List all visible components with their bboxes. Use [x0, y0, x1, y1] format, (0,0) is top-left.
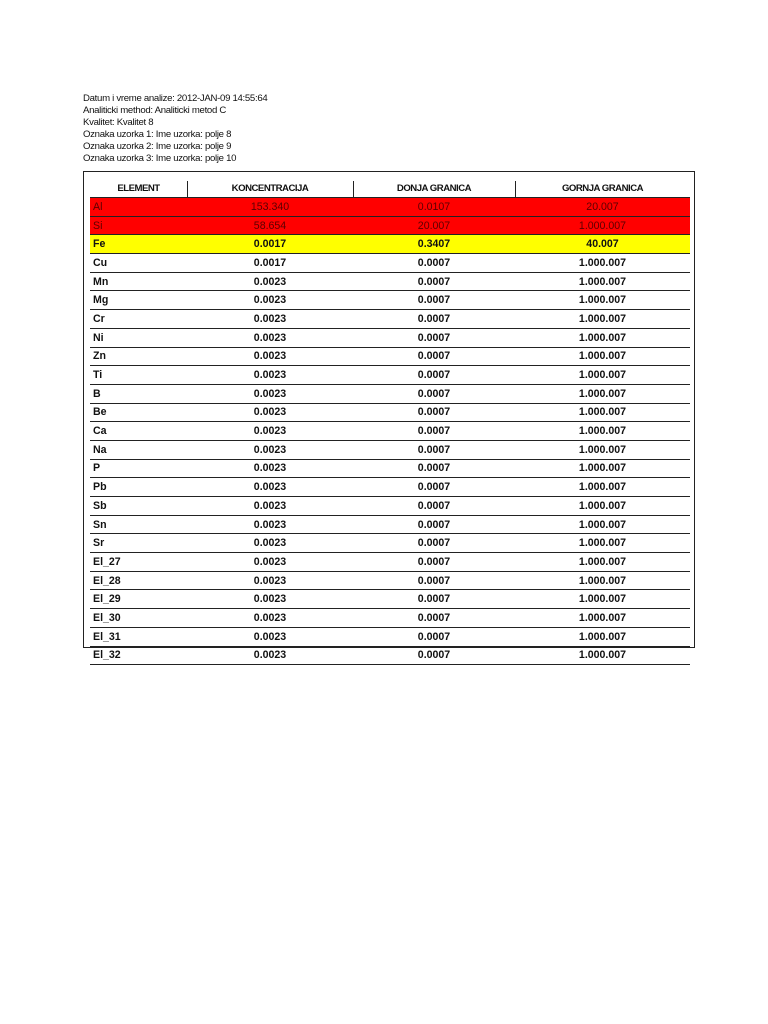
koncentracija-cell: 0.0023	[187, 627, 353, 646]
element-cell: P	[90, 459, 187, 478]
donja-granica-cell: 0.0007	[353, 440, 515, 459]
table-body	[90, 198, 690, 665]
column-header-koncentracija: KONCENTRACIJA	[187, 180, 353, 198]
element-cell: Ca	[90, 422, 187, 441]
donja-granica-cell: 0.0007	[353, 571, 515, 590]
donja-granica-cell: 20.007	[353, 216, 515, 235]
koncentracija-cell: 0.0023	[187, 497, 353, 516]
analytical-method: Analiticki method: Analiticki metod C	[83, 105, 226, 117]
gornja-granica-cell: 1.000.007	[515, 627, 690, 646]
table-row	[90, 590, 690, 609]
element-cell: Be	[90, 403, 187, 422]
element-cell: Zn	[90, 347, 187, 366]
donja-granica-cell: 0.3407	[353, 235, 515, 254]
element-cell: Si	[90, 216, 187, 235]
donja-granica-cell: 0.0007	[353, 366, 515, 385]
koncentracija-cell: 0.0023	[187, 590, 353, 609]
element-cell: Pb	[90, 478, 187, 497]
table-row	[90, 515, 690, 534]
koncentracija-cell: 153.340	[187, 198, 353, 217]
gornja-granica-cell: 1.000.007	[515, 310, 690, 329]
gornja-granica-cell: 1.000.007	[515, 403, 690, 422]
donja-granica-cell: 0.0007	[353, 384, 515, 403]
gornja-granica-cell: 1.000.007	[515, 646, 690, 665]
table-row	[90, 627, 690, 646]
table-row	[90, 609, 690, 628]
gornja-granica-cell: 1.000.007	[515, 328, 690, 347]
table-row	[90, 553, 690, 572]
gornja-granica-cell: 20.007	[515, 198, 690, 217]
table-row	[90, 478, 690, 497]
column-header-element: ELEMENT	[90, 180, 187, 198]
table-row	[90, 198, 690, 217]
koncentracija-cell: 0.0023	[187, 459, 353, 478]
table-row	[90, 384, 690, 403]
element-cell: Al	[90, 198, 187, 217]
koncentracija-cell: 0.0023	[187, 328, 353, 347]
element-cell: El_28	[90, 571, 187, 590]
analysis-datetime: Datum i vreme analize: 2012-JAN-09 14:55:64	[83, 93, 268, 104]
koncentracija-cell: 0.0023	[187, 515, 353, 534]
donja-granica-cell: 0.0007	[353, 272, 515, 291]
element-cell: B	[90, 384, 187, 403]
donja-granica-cell: 0.0007	[353, 459, 515, 478]
table-row	[90, 459, 690, 478]
donja-granica-cell: 0.0007	[353, 422, 515, 441]
donja-granica-cell: 0.0007	[353, 646, 515, 665]
koncentracija-cell: 0.0023	[187, 440, 353, 459]
koncentracija-cell: 0.0023	[187, 553, 353, 572]
donja-granica-cell: 0.0007	[353, 347, 515, 366]
element-cell: El_31	[90, 627, 187, 646]
table-row	[90, 254, 690, 273]
gornja-granica-cell: 1.000.007	[515, 291, 690, 310]
koncentracija-cell: 0.0023	[187, 310, 353, 329]
element-cell: Cu	[90, 254, 187, 273]
quality-grade: Kvalitet: Kvalitet 8	[83, 117, 154, 129]
gornja-granica-cell: 1.000.007	[515, 216, 690, 235]
table-row	[90, 347, 690, 366]
koncentracija-cell: 0.0017	[187, 254, 353, 273]
gornja-granica-cell: 1.000.007	[515, 571, 690, 590]
donja-granica-cell: 0.0007	[353, 553, 515, 572]
element-cell: El_30	[90, 609, 187, 628]
element-cell: Mn	[90, 272, 187, 291]
donja-granica-cell: 0.0007	[353, 515, 515, 534]
element-cell: El_29	[90, 590, 187, 609]
results-table	[90, 180, 690, 665]
table-row	[90, 291, 690, 310]
results-frame	[83, 171, 695, 662]
gornja-granica-cell: 1.000.007	[515, 497, 690, 516]
sample-label-1: Oznaka uzorka 1: Ime uzorka: polje 8	[83, 129, 232, 141]
donja-granica-cell: 0.0007	[353, 291, 515, 310]
table-row	[90, 216, 690, 235]
gornja-granica-cell: 1.000.007	[515, 254, 690, 273]
donja-granica-cell: 0.0007	[353, 310, 515, 329]
gornja-granica-cell: 1.000.007	[515, 384, 690, 403]
table-header-row	[90, 180, 690, 198]
gornja-granica-cell: 1.000.007	[515, 515, 690, 534]
koncentracija-cell: 0.0023	[187, 384, 353, 403]
gornja-granica-cell: 40.007	[515, 235, 690, 254]
table-row	[90, 310, 690, 329]
koncentracija-cell: 0.0023	[187, 478, 353, 497]
element-cell: Ti	[90, 366, 187, 385]
table-row	[90, 440, 690, 459]
donja-granica-cell: 0.0007	[353, 254, 515, 273]
donja-granica-cell: 0.0007	[353, 609, 515, 628]
table-row	[90, 646, 690, 665]
element-cell: Cr	[90, 310, 187, 329]
donja-granica-cell: 0.0007	[353, 627, 515, 646]
table-row	[90, 366, 690, 385]
table-row	[90, 403, 690, 422]
column-header-gornja-granica: GORNJA GRANICA	[515, 180, 690, 198]
report-header	[83, 93, 267, 166]
donja-granica-cell: 0.0107	[353, 198, 515, 217]
gornja-granica-cell: 1.000.007	[515, 422, 690, 441]
gornja-granica-cell: 1.000.007	[515, 553, 690, 572]
koncentracija-cell: 0.0023	[187, 646, 353, 665]
donja-granica-cell: 0.0007	[353, 590, 515, 609]
gornja-granica-cell: 1.000.007	[515, 459, 690, 478]
donja-granica-cell: 0.0007	[353, 497, 515, 516]
koncentracija-cell: 0.0023	[187, 347, 353, 366]
element-cell: El_32	[90, 646, 187, 665]
koncentracija-cell: 0.0023	[187, 609, 353, 628]
koncentracija-cell: 0.0023	[187, 534, 353, 553]
gornja-granica-cell: 1.000.007	[515, 478, 690, 497]
koncentracija-cell: 0.0023	[187, 366, 353, 385]
sample-label-3: Oznaka uzorka 3: Ime uzorka: polje 10	[83, 153, 237, 165]
donja-granica-cell: 0.0007	[353, 328, 515, 347]
gornja-granica-cell: 1.000.007	[515, 366, 690, 385]
table-row	[90, 328, 690, 347]
table-row	[90, 534, 690, 553]
koncentracija-cell: 58.654	[187, 216, 353, 235]
gornja-granica-cell: 1.000.007	[515, 534, 690, 553]
element-cell: Ni	[90, 328, 187, 347]
koncentracija-cell: 0.0023	[187, 403, 353, 422]
column-header-donja-granica: DONJA GRANICA	[353, 180, 515, 198]
table-row	[90, 497, 690, 516]
koncentracija-cell: 0.0023	[187, 571, 353, 590]
koncentracija-cell: 0.0023	[187, 422, 353, 441]
donja-granica-cell: 0.0007	[353, 534, 515, 553]
element-cell: Fe	[90, 235, 187, 254]
gornja-granica-cell: 1.000.007	[515, 609, 690, 628]
sample-label-2: Oznaka uzorka 2: Ime uzorka: polje 9	[83, 141, 232, 153]
gornja-granica-cell: 1.000.007	[515, 272, 690, 291]
element-cell: Sr	[90, 534, 187, 553]
table-row	[90, 422, 690, 441]
table-row	[90, 571, 690, 590]
element-cell: Na	[90, 440, 187, 459]
table-row	[90, 272, 690, 291]
element-cell: Mg	[90, 291, 187, 310]
gornja-granica-cell: 1.000.007	[515, 347, 690, 366]
koncentracija-cell: 0.0017	[187, 235, 353, 254]
gornja-granica-cell: 1.000.007	[515, 440, 690, 459]
gornja-granica-cell: 1.000.007	[515, 590, 690, 609]
donja-granica-cell: 0.0007	[353, 478, 515, 497]
table-row	[90, 235, 690, 254]
koncentracija-cell: 0.0023	[187, 272, 353, 291]
koncentracija-cell: 0.0023	[187, 291, 353, 310]
element-cell: Sb	[90, 497, 187, 516]
element-cell: Sn	[90, 515, 187, 534]
donja-granica-cell: 0.0007	[353, 403, 515, 422]
element-cell: El_27	[90, 553, 187, 572]
